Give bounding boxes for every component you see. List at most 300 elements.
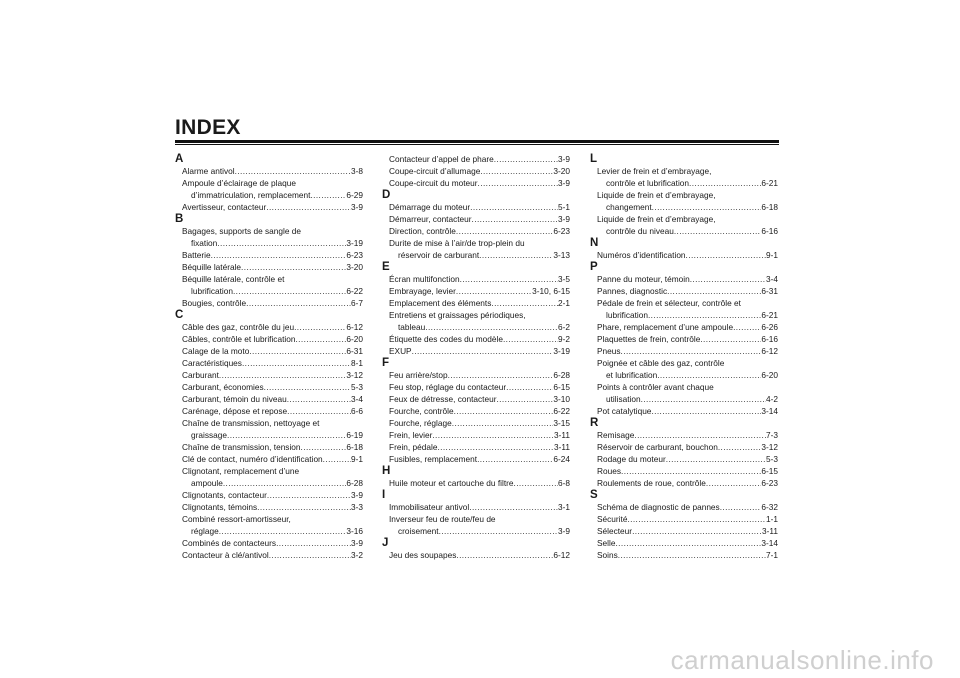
title-rule xyxy=(175,140,779,143)
index-entry xyxy=(175,273,363,297)
index-entry xyxy=(382,177,570,189)
index-entry-label: Direction, contrôle xyxy=(389,226,456,236)
index-entry-page: 6-12 xyxy=(346,322,363,332)
index-entry-label: Levier de frein et d’embrayage, xyxy=(597,166,712,176)
index-entry-label: Démarreur, contacteur xyxy=(389,214,472,224)
index-entry-label: Embrayage, levier xyxy=(389,286,456,296)
leader-dots xyxy=(437,441,554,453)
watermark: carmanualsonline.info xyxy=(670,645,934,675)
index-entry-label: Points à contrôler avant chaque xyxy=(597,382,714,392)
index-entry xyxy=(175,513,363,537)
index-entry-label: réglage xyxy=(191,526,219,536)
index-entry xyxy=(590,165,778,189)
index-entry-label: Poignée et câble des gaz, contrôle xyxy=(597,358,725,368)
index-entry xyxy=(175,405,363,417)
index-entry-page: 3-9 xyxy=(351,202,363,212)
index-entry xyxy=(590,357,778,381)
leader-dots xyxy=(667,285,761,297)
index-entry xyxy=(175,381,363,393)
index-entry-page: 6-23 xyxy=(761,478,778,488)
index-entry-page: 3-19 xyxy=(346,238,363,248)
index-entry xyxy=(175,297,363,309)
leader-dots xyxy=(651,405,761,417)
leader-dots xyxy=(460,273,558,285)
index-entry-page: 3-13 xyxy=(553,250,570,260)
leader-dots xyxy=(479,249,553,261)
index-entry-label: EXUP xyxy=(389,346,412,356)
index-entry xyxy=(590,513,778,525)
index-entry-page: 6-16 xyxy=(761,226,778,236)
index-letter-heading: P xyxy=(590,261,598,273)
index-entry-label: Clignotants, témoins xyxy=(182,502,258,512)
index-column-2 xyxy=(382,153,570,561)
index-entry-page: 6-20 xyxy=(761,370,778,380)
index-entry-label: lubrification xyxy=(606,310,648,320)
leader-dots xyxy=(246,297,351,309)
index-entry-page: 7-3 xyxy=(766,430,778,440)
index-entry-label: et lubrification xyxy=(606,370,658,380)
index-entry-label: Béquille latérale xyxy=(182,262,242,272)
index-entry xyxy=(590,213,778,237)
index-entry-label: Pannes, diagnostic xyxy=(597,286,668,296)
index-entry xyxy=(590,249,778,261)
index-entry-page: 6-20 xyxy=(346,334,363,344)
index-entry xyxy=(175,441,363,453)
index-entry-label: contrôle et lubrification xyxy=(606,178,690,188)
index-entry-page: 3-8 xyxy=(351,166,363,176)
index-entry-page: 3-4 xyxy=(766,274,778,284)
leader-dots xyxy=(452,417,554,429)
index-entry xyxy=(590,381,778,405)
leader-dots xyxy=(267,489,351,501)
leader-dots xyxy=(648,309,761,321)
index-entry-label: Carburant xyxy=(182,370,219,380)
index-entry-page: 3-9 xyxy=(558,526,570,536)
index-entry-label: Clignotants, contacteur xyxy=(182,490,267,500)
title-rule-thin xyxy=(175,144,779,145)
index-entry xyxy=(382,441,570,453)
index-entry xyxy=(382,285,570,297)
index-entry-page: 9-1 xyxy=(766,250,778,260)
index-entry xyxy=(590,321,778,333)
index-entry-label: Câble des gaz, contrôle du jeu xyxy=(182,322,295,332)
index-entry xyxy=(590,537,778,549)
leader-dots xyxy=(503,333,558,345)
index-entry-page: 7-1 xyxy=(766,550,778,560)
index-entry-label: Caractéristiques xyxy=(182,358,242,368)
leader-dots xyxy=(674,225,762,237)
leader-dots xyxy=(448,369,554,381)
index-entry-label: Béquille latérale, contrôle et xyxy=(182,274,285,284)
index-entry-label: Écran multifonction xyxy=(389,274,460,284)
index-entry-label: Ampoule d’éclairage de plaque xyxy=(182,178,296,188)
index-entry-page: 3-9 xyxy=(558,214,570,224)
index-entry-page: 3-14 xyxy=(761,406,778,416)
index-entry xyxy=(382,165,570,177)
leader-dots xyxy=(666,453,766,465)
leader-dots xyxy=(733,321,761,333)
leader-dots xyxy=(219,525,347,537)
index-entry xyxy=(590,501,778,513)
index-entry xyxy=(382,501,570,513)
leader-dots xyxy=(700,333,761,345)
index-entry-page: 3-11 xyxy=(554,430,570,440)
index-entry-label: Carénage, dépose et repose xyxy=(182,406,288,416)
index-entry-page: 3-16 xyxy=(346,526,363,536)
leader-dots xyxy=(235,165,351,177)
index-entry-page: 1-1 xyxy=(766,514,778,524)
index-entry-label: changement xyxy=(606,202,652,212)
index-entry xyxy=(175,165,363,177)
index-entry-page: 5-3 xyxy=(351,382,363,392)
index-entry-label: graissage xyxy=(191,430,227,440)
index-entry xyxy=(382,153,570,165)
leader-dots xyxy=(219,369,346,381)
index-entry-page: 6-23 xyxy=(553,226,570,236)
index-entry-page: 3-11 xyxy=(762,526,778,536)
index-entry xyxy=(590,441,778,453)
index-entry xyxy=(590,333,778,345)
leader-dots xyxy=(689,177,761,189)
index-entry-label: réservoir de carburant xyxy=(398,250,480,260)
index-entry xyxy=(175,201,363,213)
index-entry-label: Roulements de roue, contrôle xyxy=(597,478,706,488)
index-entry-page: 3-9 xyxy=(558,178,570,188)
index-entry-label: contrôle du niveau xyxy=(606,226,674,236)
leader-dots xyxy=(301,441,347,453)
index-entry-label: Clignotant, remplacement d’une xyxy=(182,466,300,476)
leader-dots xyxy=(506,381,553,393)
index-entry-page: 6-31 xyxy=(346,346,363,356)
index-entry-page: 6-7 xyxy=(351,298,363,308)
index-entry-page: 3-9 xyxy=(558,154,570,164)
index-entry-page: 6-6 xyxy=(351,406,363,416)
index-entry-page: 6-15 xyxy=(761,466,778,476)
index-entry-label: Soins xyxy=(597,550,618,560)
index-entry-label: Liquide de frein et d’embrayage, xyxy=(597,214,716,224)
index-entry-label: utilisation xyxy=(606,394,641,404)
leader-dots xyxy=(478,177,558,189)
leader-dots xyxy=(632,525,762,537)
index-entry-page: 6-22 xyxy=(346,286,363,296)
leader-dots xyxy=(323,453,351,465)
index-entry xyxy=(382,549,570,561)
index-entry xyxy=(175,465,363,489)
index-entry xyxy=(590,285,778,297)
index-entry xyxy=(175,393,363,405)
leader-dots xyxy=(287,405,351,417)
index-entry xyxy=(175,177,363,201)
leader-dots xyxy=(491,297,558,309)
index-entry-label: Câbles, contrôle et lubrification xyxy=(182,334,296,344)
leader-dots xyxy=(242,357,351,369)
index-entry xyxy=(382,309,570,333)
leader-dots xyxy=(257,501,351,513)
index-entry xyxy=(382,477,570,489)
leader-dots xyxy=(652,201,762,213)
leader-dots xyxy=(310,189,346,201)
index-entry xyxy=(382,381,570,393)
index-entry-page: 3-14 xyxy=(761,538,778,548)
index-entry xyxy=(590,453,778,465)
page-title: INDEX xyxy=(175,116,241,139)
leader-dots xyxy=(241,261,346,273)
leader-dots xyxy=(412,345,554,357)
index-entry-page: 3-19 xyxy=(553,346,570,356)
index-entry-label: Étiquette des codes du modèle xyxy=(389,334,503,344)
index-letter-heading: N xyxy=(590,237,599,249)
index-entry-page: 6-2 xyxy=(558,322,570,332)
leader-dots xyxy=(472,213,558,225)
index-entry-page: 9-1 xyxy=(351,454,363,464)
index-entry xyxy=(175,225,363,249)
index-entry-label: ampoule xyxy=(191,478,223,488)
leader-dots xyxy=(266,201,351,213)
index-entry-label: Selle xyxy=(597,538,616,548)
index-entry-label: Frein, pédale xyxy=(389,442,438,452)
leader-dots xyxy=(264,381,351,393)
leader-dots xyxy=(706,477,762,489)
index-entry-page: 6-28 xyxy=(346,478,363,488)
index-entry xyxy=(382,273,570,285)
index-entry-page: 6-12 xyxy=(761,346,778,356)
index-entry xyxy=(382,513,570,537)
index-entry-page: 3-11 xyxy=(554,442,570,452)
index-entry-page: 6-21 xyxy=(761,178,778,188)
index-entry-label: Inverseur feu de route/feu de xyxy=(389,514,496,524)
index-entry xyxy=(590,273,778,285)
leader-dots xyxy=(432,429,554,441)
index-entry xyxy=(175,489,363,501)
index-entry-label: d’immatriculation, remplacement xyxy=(191,190,311,200)
index-entry-label: Durite de mise à l’air/de trop-plein du xyxy=(389,238,525,248)
index-entry-page: 3-20 xyxy=(553,166,570,176)
index-entry xyxy=(590,189,778,213)
leader-dots xyxy=(720,501,762,513)
index-entry-page: 3-9 xyxy=(351,490,363,500)
index-entry-label: Coupe-circuit d’allumage xyxy=(389,166,481,176)
index-entry-page: 6-12 xyxy=(553,550,570,560)
index-entry-label: Pot catalytique xyxy=(597,406,652,416)
index-entry xyxy=(382,225,570,237)
index-entry-page: 2-1 xyxy=(558,298,570,308)
index-letter-heading: B xyxy=(175,213,184,225)
index-entry xyxy=(175,321,363,333)
index-entry xyxy=(175,249,363,261)
leader-dots xyxy=(718,441,762,453)
index-entry xyxy=(590,345,778,357)
index-entry-label: Chaîne de transmission, nettoyage et xyxy=(182,418,320,428)
leader-dots xyxy=(686,249,766,261)
index-entry-label: Fusibles, remplacement xyxy=(389,454,478,464)
index-entry xyxy=(382,213,570,225)
leader-dots xyxy=(233,285,346,297)
index-entry-label: Pédale de frein et sélecteur, contrôle et xyxy=(597,298,741,308)
index-entry-page: 3-1 xyxy=(558,502,570,512)
index-entry-label: Coupe-circuit du moteur xyxy=(389,178,478,188)
index-entry xyxy=(382,333,570,345)
index-entry-page: 3-12 xyxy=(346,370,363,380)
index-entry-label: Plaquettes de frein, contrôle xyxy=(597,334,701,344)
index-entry xyxy=(590,477,778,489)
index-entry xyxy=(175,261,363,273)
index-entry-label: Carburant, témoin du niveau xyxy=(182,394,287,404)
index-entry-page: 6-18 xyxy=(761,202,778,212)
leader-dots xyxy=(211,249,347,261)
index-entry-page: 6-16 xyxy=(761,334,778,344)
index-entry xyxy=(590,549,778,561)
index-entry-page: 6-28 xyxy=(553,370,570,380)
leader-dots xyxy=(456,549,553,561)
index-entry-label: Remisage xyxy=(597,430,635,440)
leader-dots xyxy=(627,513,766,525)
leader-dots xyxy=(454,405,554,417)
index-entry-label: Phare, remplacement d’une ampoule xyxy=(597,322,734,332)
index-entry-label: Feux de détresse, contacteur xyxy=(389,394,497,404)
index-entry-page: 3-3 xyxy=(351,502,363,512)
leader-dots xyxy=(276,537,351,549)
index-entry-label: Feu stop, réglage du contacteur xyxy=(389,382,507,392)
index-entry-page: 6-21 xyxy=(761,310,778,320)
index-entry-label: Contacteur d’appel de phare xyxy=(389,154,494,164)
index-entry-page: 3-20 xyxy=(346,262,363,272)
index-entry-label: Entretiens et graissages périodiques, xyxy=(389,310,526,320)
leader-dots xyxy=(295,333,346,345)
index-entry-label: Liquide de frein et d’embrayage, xyxy=(597,190,716,200)
leader-dots xyxy=(439,525,558,537)
index-entry-page: 3-9 xyxy=(351,538,363,548)
index-entry-page: 8-1 xyxy=(351,358,363,368)
leader-dots xyxy=(496,393,553,405)
index-entry-page: 3-2 xyxy=(351,550,363,560)
index-entry-page: 3-5 xyxy=(558,274,570,284)
index-column-1 xyxy=(175,153,363,561)
index-entry-page: 6-26 xyxy=(761,322,778,332)
index-entry xyxy=(382,417,570,429)
index-entry xyxy=(382,393,570,405)
index-entry-page: 6-18 xyxy=(346,442,363,452)
index-entry-page: 5-1 xyxy=(558,202,570,212)
index-entry-label: Panne du moteur, témoin xyxy=(597,274,690,284)
index-entry-label: Contacteur à clé/antivol xyxy=(182,550,269,560)
index-entry xyxy=(175,369,363,381)
index-entry-label: Immobilisateur antivol xyxy=(389,502,470,512)
leader-dots xyxy=(470,201,558,213)
index-entry-label: Huile moteur et cartouche du filtre xyxy=(389,478,514,488)
index-entry xyxy=(175,417,363,441)
leader-dots xyxy=(641,393,766,405)
leader-dots xyxy=(657,369,761,381)
index-entry-label: Démarrage du moteur xyxy=(389,202,471,212)
leader-dots xyxy=(514,477,558,489)
index-entry-page: 6-29 xyxy=(346,190,363,200)
index-entry-page: 3-10, 6-15 xyxy=(532,286,570,296)
index-entry-label: Roues xyxy=(597,466,621,476)
index-entry-label: Bagages, supports de sangle de xyxy=(182,226,302,236)
index-letter-heading: S xyxy=(590,489,598,501)
index-column-3 xyxy=(590,153,778,561)
index-entry-label: Combinés de contacteurs xyxy=(182,538,277,548)
index-entry-page: 9-2 xyxy=(558,334,570,344)
index-entry-page: 3-12 xyxy=(761,442,778,452)
index-entry xyxy=(590,297,778,321)
index-entry-label: Bougies, contrôle xyxy=(182,298,247,308)
index-entry-page: 3-15 xyxy=(553,418,570,428)
leader-dots xyxy=(494,153,558,165)
index-entry-label: Fourche, contrôle xyxy=(389,406,454,416)
index-entry xyxy=(175,549,363,561)
leader-dots xyxy=(621,345,762,357)
leader-dots xyxy=(425,321,558,333)
index-letter-heading: L xyxy=(590,153,598,165)
leader-dots xyxy=(217,237,346,249)
index-entry-label: Frein, levier xyxy=(389,430,433,440)
index-letter-heading: D xyxy=(382,189,391,201)
index-entry-label: Sécurité xyxy=(597,514,628,524)
leader-dots xyxy=(249,345,346,357)
index-entry-label: Numéros d’identification xyxy=(597,250,686,260)
leader-dots xyxy=(469,501,558,513)
leader-dots xyxy=(690,273,766,285)
index-entry-label: Emplacement des éléments xyxy=(389,298,492,308)
index-entry-label: lubrification xyxy=(191,286,233,296)
index-entry-label: Alarme antivol xyxy=(182,166,235,176)
leader-dots xyxy=(480,165,553,177)
index-entry xyxy=(382,369,570,381)
index-entry-page: 3-10 xyxy=(553,394,570,404)
index-entry xyxy=(382,345,570,357)
leader-dots xyxy=(456,285,532,297)
leader-dots xyxy=(618,549,766,561)
index-entry-label: Chaîne de transmission, tension xyxy=(182,442,301,452)
index-entry-page: 6-32 xyxy=(761,502,778,512)
index-entry-label: tableau xyxy=(398,322,426,332)
index-letter-heading: E xyxy=(382,261,390,273)
index-entry xyxy=(382,429,570,441)
index-entry-label: Carburant, économies xyxy=(182,382,264,392)
index-entry-label: Feu arrière/stop xyxy=(389,370,448,380)
index-entry xyxy=(175,501,363,513)
index-entry-label: Sélecteur xyxy=(597,526,633,536)
index-entry-label: Combiné ressort-amortisseur, xyxy=(182,514,291,524)
index-entry xyxy=(175,357,363,369)
index-entry-page: 6-23 xyxy=(346,250,363,260)
leader-dots xyxy=(621,465,761,477)
index-entry xyxy=(590,465,778,477)
index-entry xyxy=(175,453,363,465)
index-letter-heading: F xyxy=(382,357,390,369)
index-entry-page: 6-8 xyxy=(558,478,570,488)
leader-dots xyxy=(227,429,346,441)
index-entry-label: Calage de la moto xyxy=(182,346,250,356)
index-entry xyxy=(175,333,363,345)
index-entry xyxy=(590,525,778,537)
leader-dots xyxy=(634,429,766,441)
index-letter-heading: R xyxy=(590,417,599,429)
index-entry xyxy=(590,429,778,441)
index-letter-heading: H xyxy=(382,465,391,477)
index-entry-label: Avertisseur, contacteur xyxy=(182,202,267,212)
index-entry xyxy=(382,201,570,213)
index-entry xyxy=(382,237,570,261)
leader-dots xyxy=(477,453,553,465)
index-entry-page: 6-24 xyxy=(553,454,570,464)
index-entry-page: 5-3 xyxy=(766,454,778,464)
index-entry-page: 3-4 xyxy=(351,394,363,404)
index-entry xyxy=(382,453,570,465)
index-entry-page: 4-2 xyxy=(766,394,778,404)
index-entry-label: Batterie xyxy=(182,250,211,260)
